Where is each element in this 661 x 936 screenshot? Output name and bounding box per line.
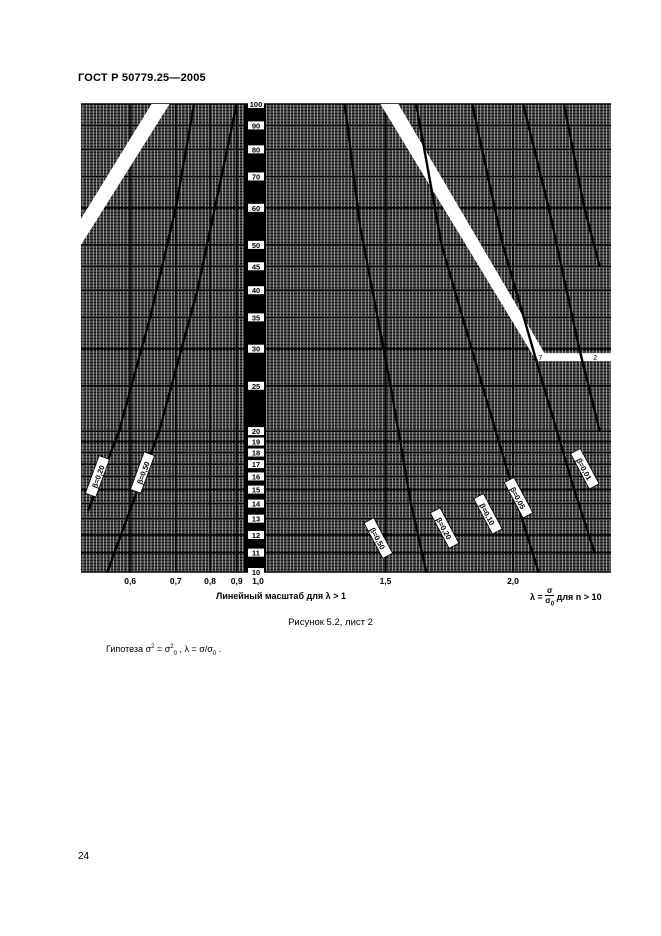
- curve-label-text: β=0,10: [477, 501, 497, 527]
- y-tick-label: 50: [251, 240, 261, 250]
- page-number: 24: [78, 851, 90, 862]
- figure-caption: Рисунок 5.2, лист 2: [288, 617, 373, 628]
- y-tick-label: 30: [251, 344, 261, 354]
- lambda-prefix: λ =: [530, 592, 543, 603]
- hypothesis-sup: 2: [151, 644, 155, 650]
- y-tick-label: 80: [251, 145, 261, 155]
- curve-label-text: β=0,20: [434, 515, 454, 542]
- y-tick-label: 10: [251, 568, 261, 577]
- y-tick-label: 35: [251, 313, 261, 323]
- x-tick-label: 1,5: [379, 576, 392, 586]
- y-tick-label: 17: [251, 460, 261, 470]
- curve-label-text: β=0,01: [574, 456, 594, 482]
- curve-label-text: β=0,50: [135, 460, 152, 486]
- y-tick-label: 70: [251, 172, 261, 182]
- x-tick-label: 0,7: [169, 576, 182, 586]
- x-tick-label: 0,8: [204, 576, 216, 586]
- lambda-numerator: σ: [546, 586, 553, 595]
- y-tick-label: 12: [251, 530, 261, 540]
- hypothesis-sub0: 0: [173, 650, 177, 657]
- x-tick-label: 2,0: [507, 576, 519, 586]
- y-tick-label: 18: [251, 448, 261, 458]
- lambda-denominator: [545, 596, 554, 610]
- x-tick-label: 1,0: [252, 576, 264, 586]
- y-tick-label: 15: [251, 485, 261, 495]
- y-tick-label: 45: [251, 262, 261, 272]
- y-tick-label: 60: [251, 203, 261, 213]
- y-tick-label: 16: [251, 472, 261, 482]
- hypothesis-line: Гипотеза $\sigma^2 = \sigma^2_0$ , $\lambda = \sigma/\sigma_0$ .: [106, 644, 222, 657]
- hypothesis-lambda: λ = σ/σ: [184, 644, 213, 654]
- y-tick-label: 100: [249, 100, 263, 109]
- y-tick-label: 14: [251, 499, 261, 509]
- hypothesis-prefix: Гипотеза: [106, 644, 144, 654]
- y-tick-label: 13: [251, 514, 261, 524]
- lambda-suffix: для n > 10: [556, 592, 602, 603]
- band-label: 1,7: [532, 355, 543, 363]
- y-tick-label: 90: [251, 121, 261, 131]
- curve-label-text: β=0,05: [508, 485, 528, 511]
- lambda-den-sigma: σ: [545, 596, 551, 605]
- hypothesis-sup0: 2: [170, 644, 174, 650]
- hypothesis-end: .: [218, 644, 222, 654]
- lambda-axis-title: [530, 586, 602, 610]
- hypothesis-sigma: σ: [145, 644, 152, 654]
- x-tick-labels: [124, 576, 519, 586]
- curve-label-text: β=0,20: [90, 464, 107, 490]
- lambda-den-sub: 0: [550, 601, 555, 608]
- lambda-fraction: [545, 586, 554, 610]
- curve-label-text: β=0,50: [367, 526, 387, 552]
- y-tick-label: 19: [251, 437, 261, 447]
- y-tick-label: 20: [251, 427, 261, 437]
- y-tick-label: 40: [251, 286, 261, 296]
- band-label: 2: [593, 355, 598, 363]
- x-tick-label: 0,6: [124, 576, 137, 586]
- hypothesis-lambda-sub: 0: [212, 650, 217, 657]
- y-tick-label: 25: [251, 381, 261, 391]
- x-tick-label: 0,9: [230, 576, 243, 586]
- y-tick-label: 11: [252, 548, 260, 558]
- document-header: ГОСТ Р 50779.25—2005: [78, 72, 206, 84]
- x-axis-title: Линейный масштаб для λ > 1: [216, 591, 346, 601]
- hypothesis-sigma0: σ: [164, 644, 171, 654]
